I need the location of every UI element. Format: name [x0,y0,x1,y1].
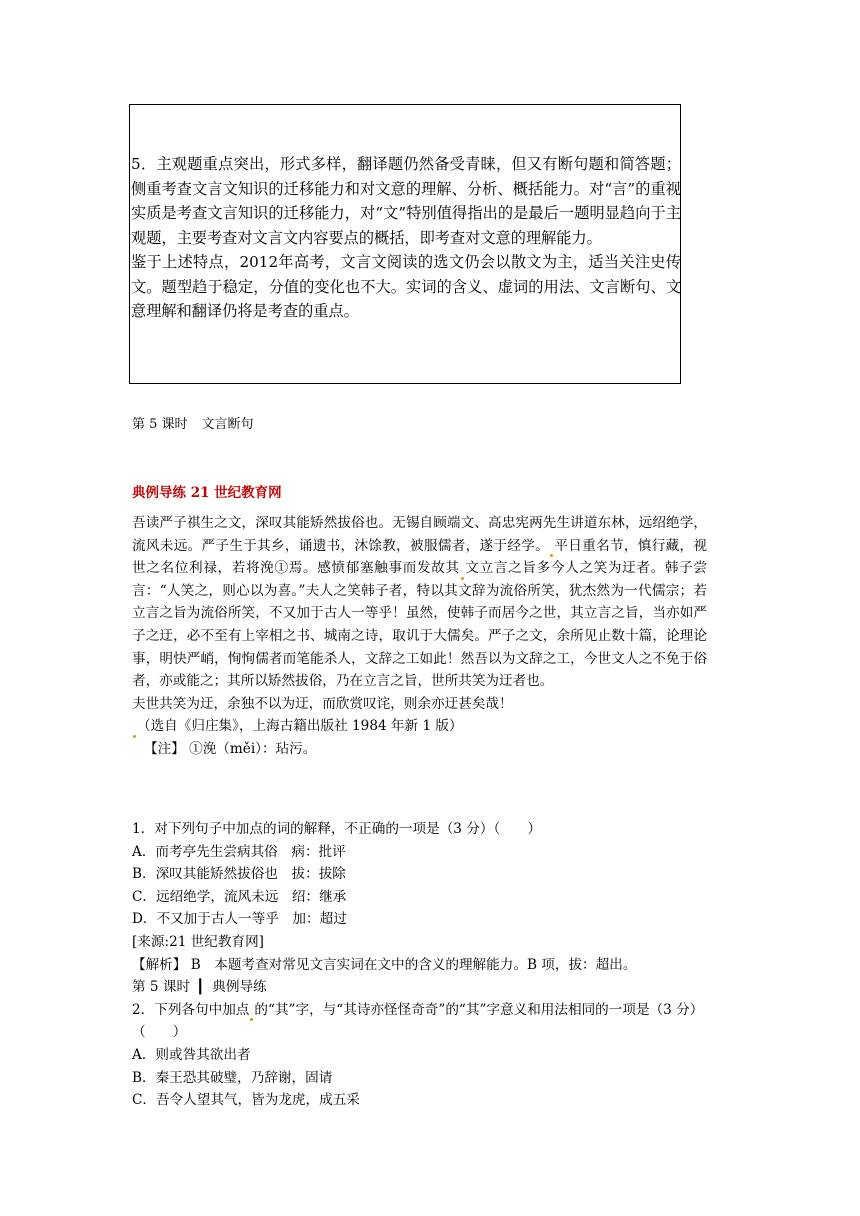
passage-paragraph-1 [132,512,707,693]
analysis-label: 【解析】 [132,956,187,973]
summary-paragraph-2: 鉴于上述特点，2012年高考，文言文阅读的选文仍会以散文为主，适当关注史传文。题型趋于稳定，分值的变化也不大。实词的含义、虚词的用法、文言断句、文意理解和翻译仍将是考查的重点。 [131,253,681,320]
question-1-option-b: B．深叹其能矫然拔俗也 拔：拔除 [132,866,346,883]
source-tag: [来源:21 世纪教育网] [132,933,264,950]
passage-part-2: 平日重名节，慎行藏，视世之名位利禄，若将浼①焉。感愤郁塞触事而发故其 [132,537,708,577]
lesson-name: 文言断句 [201,417,254,432]
passage-note: 【注】 ①浼（měi）：玷污。 [144,740,317,757]
passage-source: （选自《归庄集》，上海古籍出版社 1984 年新 1 版） [132,715,707,738]
section-heading: 典例导练 21 世纪教育网 [132,485,282,501]
question-1-analysis [132,954,707,977]
running-header: 第 5 课时 ┃ 典例导练 [132,976,707,999]
question-2-stem: 2．下列各句中加点 的“其”字，与“其诗亦怪怪奇奇”的“其”字意义和用法相同的一项是（3 分）（ ） [132,1001,704,1041]
lesson-number: 第 5 课时 [132,417,188,432]
passage-paragraph-2: 夫世共笑为迂，余独不以为迂，而欣赏叹诧，则余亦迂甚矣哉！ [132,695,513,712]
classical-passage [132,512,707,761]
lesson-title [132,413,254,432]
analysis-text: B 本题考查对常见文言实词在文中的含义的理解能力。B 项，拔：超出。 [190,956,637,973]
question-2-option-a: A．则或咎其欲出者 [132,1046,251,1063]
separator-bar: ┃ [196,979,205,996]
summary-paragraph-1: 5．主观题重点突出，形式多样，翻译题仍然备受青睐，但又有断句题和简答题；侧重考查文言文知识的迁移能力和对文意的理解、分析、概括能力。对“言”的重视实质是考查文言知识的迁移能力，对“文”特别值得指出的是最后一题明显趋向于主观题，主要考查对文言文内容要点的概括，即考查对文意的理解能力。 [131,155,681,247]
passage-part-3: 文立言之旨多今人之笑为迂者。韩子尝言：“人笑之，则心以为喜。”夫人之笑韩子者，特以其文辞为流俗所笑，犹杰然为一代儒宗；若立言之旨为流俗所笑，不又加于古人一等乎！虽然，使韩子而居今之世，其立言之旨，当亦如严子之迂，必不至有上宰相之书、城南之诗，取讥于大儒矣。严子之文，余所见止数十篇，论理论事，明快严峭，恂恂儒者而笔能杀人，文辞之工如此！然吾以为文辞之工，今世文人之不免于俗者，亦或能之；其所以矫然拔俗，乃在立言之旨，世所共笑为迂者也。 [132,560,707,690]
question-2-option-b: B．秦王恐其破璧，乃辞谢，固请 [132,1069,333,1086]
questions-section [132,818,707,1112]
question-2-option-c: C．吾令人望其气，皆为龙虎，成五采 [132,1092,360,1109]
question-1-stem: 1．对下列句子中加点的词的解释，不正确的一项是（3 分）（ ） [132,821,542,837]
question-1-option-c: C．远绍绝学，流风未远 绍：继承 [132,888,347,905]
margin-mark [550,554,553,557]
passage-part-1: 吾读严子祺生之文，深叹其能矫然拔俗也。无锡自顾端文、高忠宪两先生讲道东林，远绍绝学，流风未远。严子生于其乡，诵遗书，沐馀教，被服儒者，遂于经学。 [132,515,707,554]
question-1-option-a: A．而考亭先生尝病其俗 病：批评 [132,843,346,860]
margin-mark [250,1018,253,1021]
summary-box [131,152,681,324]
question-1-option-d: D．不又加于古人一等乎 加：超过 [132,911,347,928]
margin-mark [461,577,464,580]
margin-mark [133,735,136,738]
